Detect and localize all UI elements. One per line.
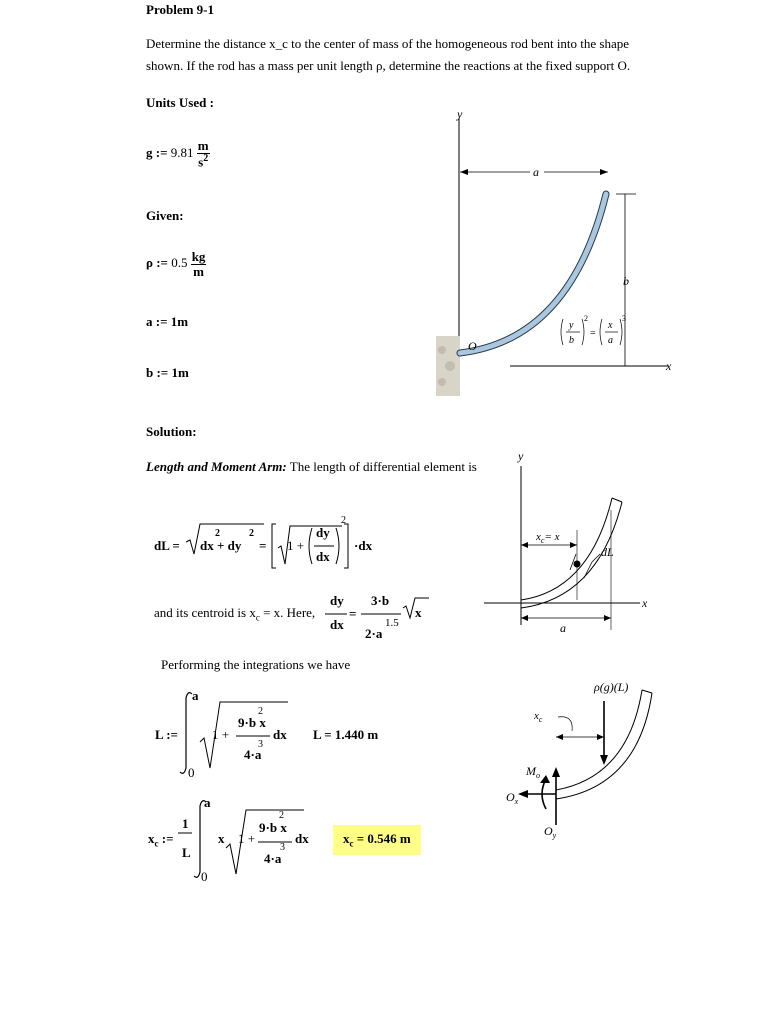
- exp-two-c: 2: [341, 515, 346, 526]
- fig1-o-label: O: [468, 339, 477, 353]
- fig3-xc-leader: [558, 717, 572, 731]
- fig1-eq-b: b: [569, 335, 574, 346]
- subheading: Length and Moment Arm:: [146, 459, 287, 474]
- fig1-y-label: y: [457, 107, 463, 121]
- problem-title: Problem 9-1: [146, 2, 214, 17]
- a-definition: a := 1m: [146, 314, 189, 329]
- L-dx: dx: [273, 727, 287, 742]
- fig2-a-arrow: [521, 615, 528, 621]
- fig2-rod-inner: [521, 498, 612, 600]
- fig1-a-label: a: [533, 165, 539, 179]
- deriv-num: 3·b: [371, 593, 390, 608]
- fig2-y-label: y: [518, 449, 524, 463]
- L-int-num: 9·b x: [238, 715, 266, 730]
- fig2-xc-label: $x_c= x$: [536, 531, 560, 545]
- fig1-equation: [561, 314, 626, 346]
- b-definition: b := 1m: [146, 365, 189, 380]
- exp-two-a: 2: [215, 528, 220, 539]
- L-result: L = 1.440 m: [313, 727, 379, 742]
- xc-frac-den: L: [182, 845, 191, 860]
- L-int-den: 4·a: [244, 747, 262, 762]
- fig3-xc-arrow: [556, 734, 563, 740]
- rho-lhs: ρ :=: [146, 255, 168, 271]
- problem-statement-line1: Determine the distance x_c to the center of mass of the homogeneous rod bent into the shape: [146, 36, 630, 51]
- integral-sign: [180, 693, 192, 774]
- fig3-rod-inner: [556, 690, 642, 790]
- xc-x: x: [218, 831, 225, 846]
- fig2-rod-end: [612, 498, 622, 502]
- fig3-mo-label: $M_o$: [526, 764, 540, 780]
- units-heading: Units Used :: [146, 95, 214, 110]
- performing-text: Performing the integrations we have: [161, 657, 351, 672]
- xc-int-upper: a: [204, 795, 211, 810]
- L-num-exp: 2: [258, 706, 263, 717]
- xc-integral-sign: [194, 801, 206, 878]
- fig1-wall-texture: [438, 346, 446, 354]
- deriv-dx: dx: [330, 617, 344, 632]
- rho-unit: $\frac{kg}{m}$: [191, 249, 206, 279]
- fig2-xc-arrow: [521, 542, 528, 548]
- right-paren: [336, 528, 339, 564]
- xc-int-lower: 0: [201, 869, 208, 884]
- fig2-xc-arrow: [570, 542, 577, 548]
- deriv-dy: dy: [330, 593, 344, 608]
- g-value: 9.81: [170, 144, 194, 160]
- dl-lhs: dL =: [154, 538, 180, 553]
- L-one-plus: 1 +: [212, 727, 230, 742]
- deriv-den: 2·a: [365, 626, 383, 641]
- dl-dx: ·dx: [354, 538, 373, 553]
- deriv-sqrt-x: x: [415, 605, 422, 620]
- fig1-eq-y: y: [569, 320, 574, 331]
- fig1-wall-texture: [445, 361, 455, 371]
- rho-definition: [146, 250, 206, 278]
- xc-frac-num: 1: [182, 816, 189, 831]
- fig3-rod-end: [642, 690, 652, 693]
- fig3-load-arrowhead: [600, 755, 608, 765]
- fig1-eq-x: x: [608, 320, 613, 331]
- int-upper: a: [192, 688, 199, 703]
- xc-one-plus: 1 +: [238, 831, 256, 846]
- xc-int-den: 4·a: [264, 851, 282, 866]
- fig1-b-label: b: [623, 274, 629, 288]
- deriv-exp: 1.5: [385, 617, 399, 629]
- centroid-text: and its centroid is $x_c = x$. Here,: [154, 605, 316, 623]
- exp-two-b: 2: [249, 528, 254, 539]
- g-definition: [146, 139, 210, 169]
- int-lower: 0: [188, 765, 195, 780]
- length-moment-arm-line: [146, 459, 477, 475]
- figure-differential-element: [480, 450, 680, 640]
- fig3-xc-label: $x_c$: [534, 710, 543, 724]
- fig2-a-arrow: [604, 615, 611, 621]
- fig2-dl-label: dL: [601, 545, 614, 559]
- fig1-x-label: x: [666, 359, 672, 373]
- fig3-ox-arrowhead: [518, 790, 528, 798]
- fig1-eq-paren: [561, 319, 563, 345]
- xc-int-num: 9·b x: [259, 820, 287, 835]
- dydx-num: dy: [316, 525, 330, 540]
- fig3-load-label: ρ(g)(L): [594, 680, 629, 694]
- given-heading: Given:: [146, 208, 184, 223]
- rho-value: 0.5: [171, 255, 188, 271]
- fig1-eq-exp2: 2: [584, 314, 588, 323]
- right-bracket: [344, 524, 348, 568]
- g-unit: $\frac{m}{s^2}$: [197, 138, 209, 169]
- fig3-xc-arrow: [597, 734, 604, 740]
- left-paren: [309, 528, 312, 564]
- dydx-den: dx: [316, 549, 330, 564]
- fig1-a-arrow-left: [460, 169, 468, 175]
- fig2-x-label: x: [642, 596, 648, 610]
- dl-eq: =: [259, 538, 267, 553]
- figure-free-body-diagram: [500, 675, 670, 850]
- L-den-exp: 3: [258, 739, 263, 750]
- figure-rod-shape: [430, 107, 680, 410]
- xc-den-exp: 3: [280, 842, 285, 853]
- fig1-eq-a: a: [608, 335, 613, 346]
- fig3-ox-label: $O_x$: [506, 790, 519, 806]
- xc-lhs: $x_c$ :=: [148, 831, 174, 849]
- fig1-a-arrow-right: [600, 169, 608, 175]
- xc-dx: dx: [295, 831, 309, 846]
- g-lhs: g :=: [146, 144, 168, 160]
- dl-mid: dx + dy: [200, 538, 242, 553]
- fig1-eq-exp3: 3: [622, 314, 626, 323]
- fig3-oy-arrowhead: [552, 767, 560, 777]
- deriv-eq: =: [349, 606, 357, 621]
- fig1-eq-equals: =: [590, 328, 596, 339]
- xc-num-exp: 2: [279, 810, 284, 821]
- intro-text: The length of differential element is: [289, 459, 477, 474]
- xc-result-highlight: $x_c = 0.546$ m: [333, 825, 421, 855]
- fig3-mo-arrowhead: [540, 775, 550, 783]
- solution-heading: Solution:: [146, 424, 197, 439]
- fig1-eq-paren: [600, 319, 602, 345]
- left-bracket: [272, 524, 276, 568]
- dl-one-plus: 1 +: [287, 538, 305, 553]
- fig3-oy-label: $O_y$: [544, 824, 557, 840]
- fig1-wall-texture: [438, 378, 446, 386]
- L-lhs: L :=: [155, 727, 178, 742]
- fig2-a-label: a: [560, 621, 566, 635]
- problem-statement-line2: shown. If the rod has a mass per unit length ρ, determine the reactions at the fixed support O.: [146, 58, 631, 73]
